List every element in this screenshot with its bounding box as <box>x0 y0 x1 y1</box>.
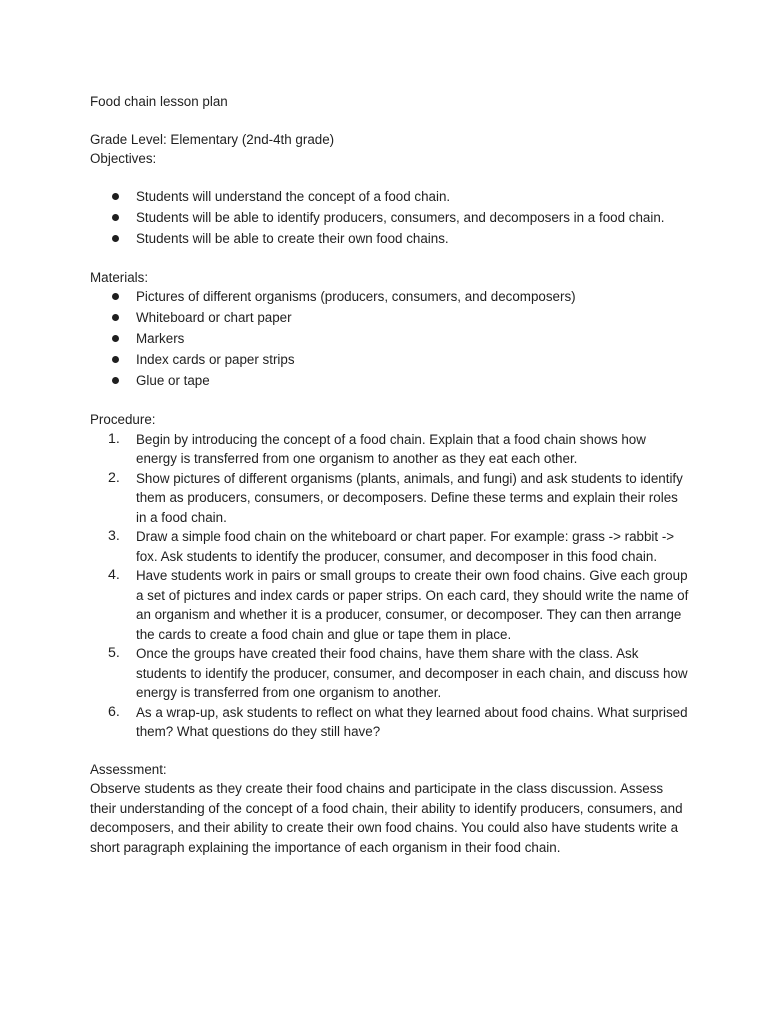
list-item <box>90 371 690 391</box>
step-number: 3. <box>108 528 120 544</box>
bullet-icon <box>112 293 119 300</box>
assessment-heading: Assessment: <box>90 761 167 777</box>
list-item <box>90 308 690 328</box>
bullet-icon <box>112 235 119 242</box>
spacer <box>90 169 690 187</box>
objectives-heading: Objectives: <box>90 151 157 166</box>
procedure-heading: Procedure: <box>90 412 156 427</box>
bullet-icon <box>112 377 119 384</box>
materials-list <box>90 287 690 391</box>
spacer <box>90 250 690 268</box>
list-item <box>90 469 690 528</box>
step-number: 6. <box>108 703 120 720</box>
materials-heading: Materials: <box>90 269 149 285</box>
material-text: Index cards or paper strips <box>136 352 295 367</box>
document-page <box>90 92 690 857</box>
objectives-list <box>90 187 690 249</box>
list-item <box>90 187 690 207</box>
step-number: 1. <box>108 430 120 447</box>
assessment-text: Observe students as they create their food chains and participate in the class discussion. Assess their understanding of the concept of a food chain, their ability to identify producers, consumers, and decomposers, and their ability to create their own food chains. You could also have students write a short paragraph explaining the importance of each organism in their food chain. <box>90 781 683 855</box>
bullet-icon <box>112 193 119 200</box>
objective-text: Students will be able to identify producers, consumers, and decomposers in a food chain. <box>136 209 665 225</box>
list-item <box>90 703 690 742</box>
step-text: Begin by introducing the concept of a food chain. Explain that a food chain shows how energy is transferred from one organism to another as they eat each other. <box>136 431 646 466</box>
list-item <box>90 229 690 249</box>
step-number: 5. <box>108 645 120 661</box>
step-text: As a wrap-up, ask students to reflect on what they learned about food chains. What surprised them? What questions do they still have? <box>136 704 688 739</box>
material-text: Markers <box>136 331 185 346</box>
bullet-icon <box>112 335 119 342</box>
step-text: Show pictures of different organisms (plants, animals, and fungi) and ask students to identify them as producers, consumers, or decomposers. Define these terms and explain their roles in a food chain. <box>136 470 683 525</box>
list-item <box>90 430 690 469</box>
bullet-icon <box>112 214 119 221</box>
spacer <box>90 392 690 410</box>
bullet-icon <box>112 356 119 363</box>
document-title: Food chain lesson plan <box>90 94 228 109</box>
list-item <box>90 329 690 349</box>
material-text: Pictures of different organisms (producers, consumers, and decomposers) <box>136 289 576 304</box>
objective-text: Students will be able to create their own food chains. <box>136 230 449 246</box>
material-text: Whiteboard or chart paper <box>136 310 292 325</box>
list-item <box>90 566 690 644</box>
objective-text: Students will understand the concept of a food chain. <box>136 188 451 204</box>
list-item <box>90 350 690 370</box>
step-number: 4. <box>108 567 120 583</box>
step-text: Draw a simple food chain on the whiteboard or chart paper. For example: grass -> rabbit -> fox. Ask students to identify the producer, consumer, and decomposer in this food chain. <box>136 529 675 564</box>
spacer <box>90 742 690 760</box>
bullet-icon <box>112 314 119 321</box>
material-text: Glue or tape <box>136 373 210 388</box>
list-item <box>90 287 690 307</box>
step-number: 2. <box>108 469 120 486</box>
step-text: Once the groups have created their food chains, have them share with the class. Ask students to identify the producer, consumer, and decomposer in each chain, and discuss how energy is transferred from one organism to another. <box>136 646 688 700</box>
list-item <box>90 208 690 228</box>
grade-level: Grade Level: Elementary (2nd-4th grade) <box>90 131 335 147</box>
step-text: Have students work in pairs or small groups to create their own food chains. Give each group a set of pictures and index cards or paper strips. On each card, they should write the name of an organism and whether it is a producer, consumer, or decomposer. They can then arrange the cards to create a food chain and glue or tape them in place. <box>136 568 689 642</box>
list-item <box>90 644 690 703</box>
procedure-list <box>90 430 690 742</box>
list-item <box>90 527 690 566</box>
